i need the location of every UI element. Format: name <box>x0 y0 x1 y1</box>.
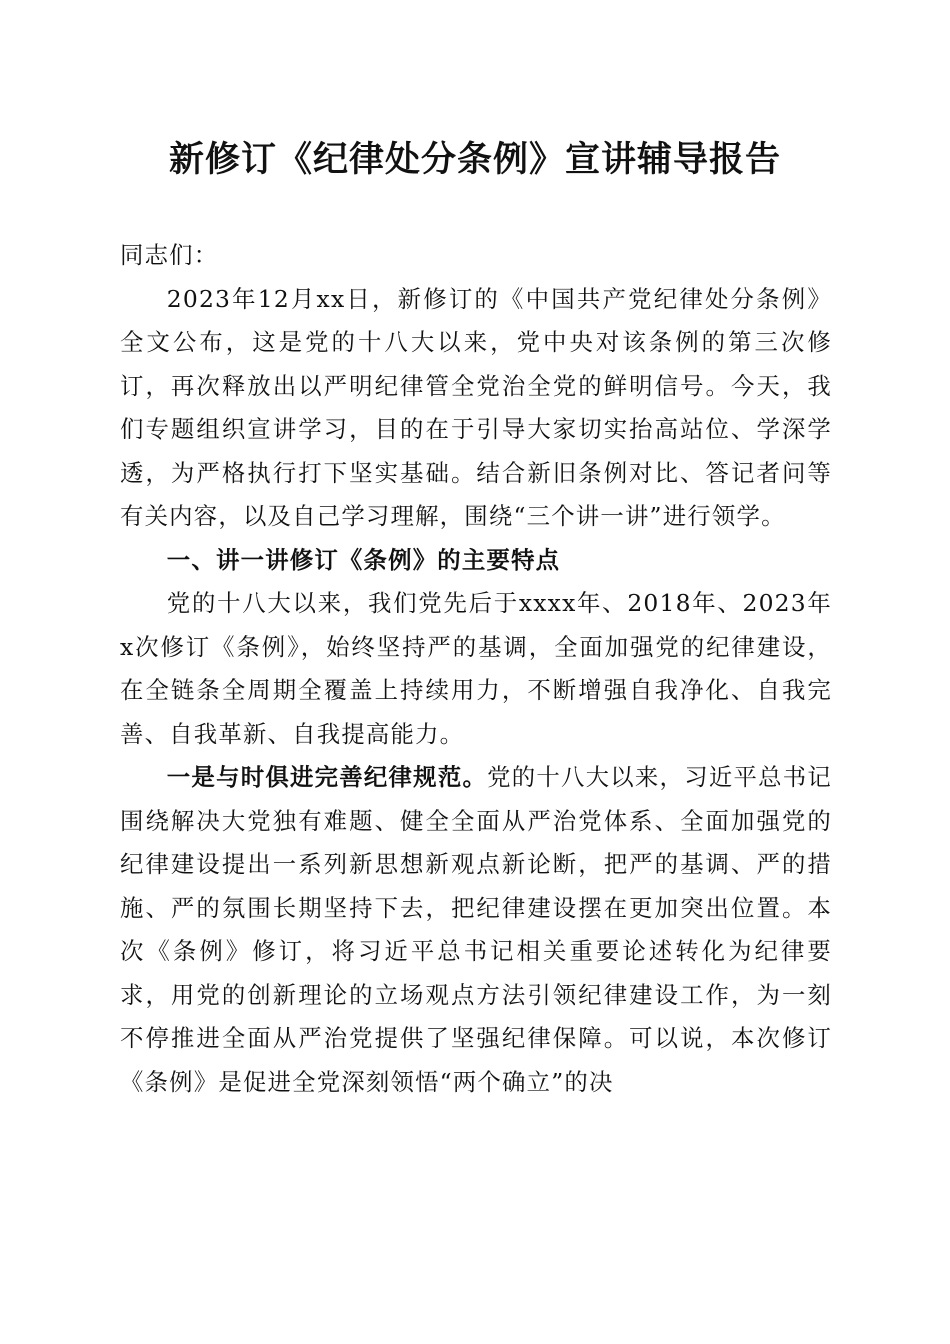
intro-paragraph: 2023年12月xx日，新修订的《中国共产党纪律处分条例》全文公布，这是党的十八大以来，党中央对该条例的第三次修订，再次释放出以严明纪律管全党治全党的鲜明信号。今天，我们专题组织宣讲学习，目的在于引导大家切实抬高站位、学深学透，为严格执行打下坚实基础。结合新旧条例对比、答记者问等有关内容，以及自己学习理解，围绕“三个讲一讲”进行领学。 <box>120 284 832 530</box>
point-1-lead: 一是与时俱进完善纪律规范。 <box>166 763 488 791</box>
point-1-body: 党的十八大以来，习近平总书记围绕解决大党独有难题、健全全面从严治党体系、全面加强党的纪律建设提出一系列新思想新观点新论断，把严的基调、严的措施、严的氛围长期坚持下去，把纪律建设摆在更加突出位置。本次《条例》修订，将习近平总书记相关重要论述转化为纪律要求，用党的创新理论的立场观点方法引领纪律建设工作，为一刻不停推进全面从严治党提供了坚强纪律保障。可以说，本次修订《条例》是促进全党深刻领悟“两个确立”的决 <box>120 763 832 1096</box>
document-body <box>120 234 832 1104</box>
section-1-paragraph: 党的十八大以来，我们党先后于xxxx年、2018年、2023年x次修订《条例》，始终坚持严的基调，全面加强党的纪律建设，在全链条全周期全覆盖上持续用力，不断增强自我净化、自我完善、自我革新、自我提高能力。 <box>120 589 832 748</box>
salutation: 同志们： <box>120 241 219 269</box>
section-heading-1: 一、讲一讲修订《条例》的主要特点 <box>166 545 561 574</box>
document-title: 新修订《纪律处分条例》宣讲辅导报告 <box>168 139 781 180</box>
point-1-paragraph <box>120 756 832 1104</box>
